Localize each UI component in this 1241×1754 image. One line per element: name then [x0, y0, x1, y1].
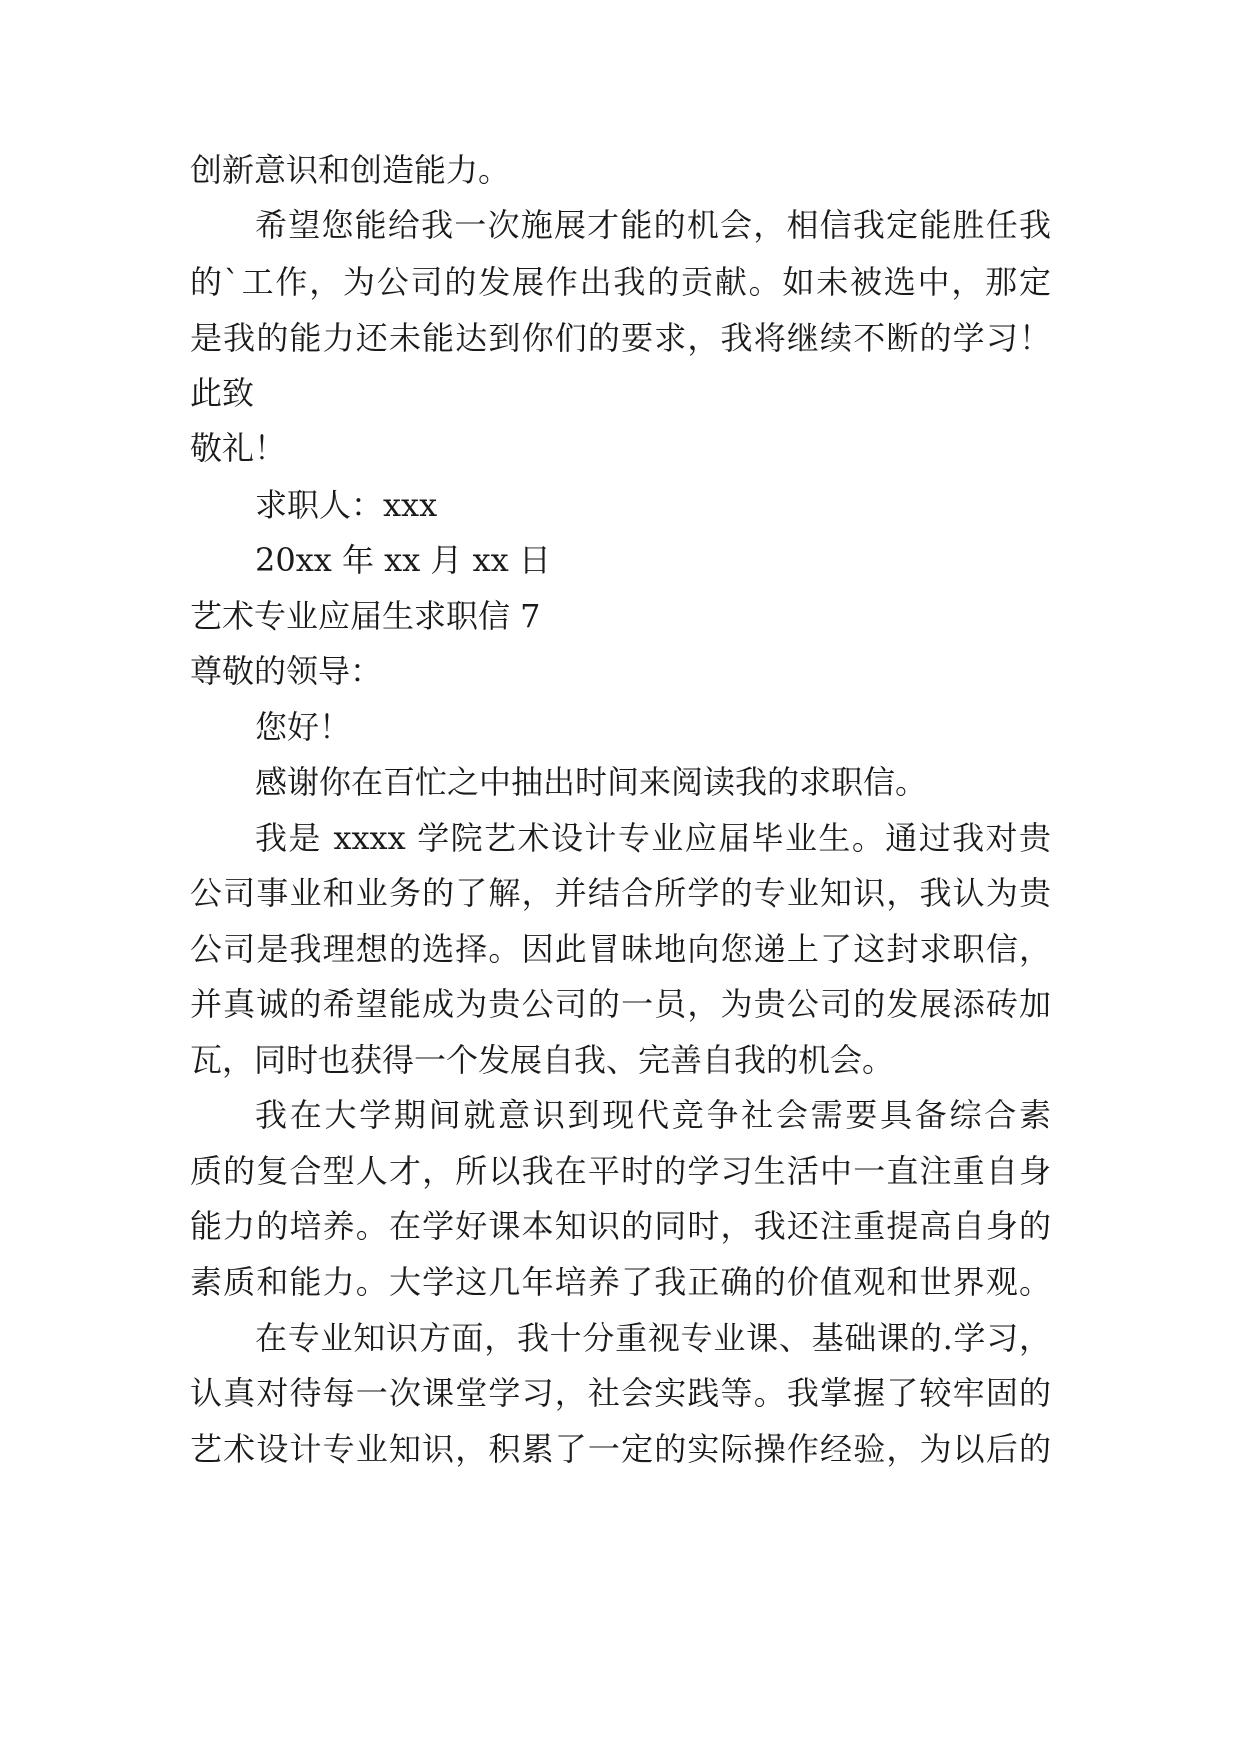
text-line: 我是 xxxx 学院艺术设计专业应届毕业生。通过我对贵: [255, 819, 1051, 857]
text-line: 是我的能力还未能达到你们的要求，我将继续不断的学习！: [190, 319, 1051, 357]
text-line: 素质和能力。大学这几年培养了我正确的价值观和世界观。: [190, 1263, 1051, 1301]
text-line: 质的复合型人才，所以我在平时的学习生活中一直注重自身: [190, 1152, 1051, 1190]
section-title: 艺术专业应届生求职信 7: [190, 597, 541, 635]
text-line: 我在大学期间就意识到现代竞争社会需要具备综合素: [255, 1096, 1051, 1134]
text-line: 公司是我理想的选择。因此冒昧地向您递上了这封求职信，: [190, 930, 1051, 968]
text-line: 创新意识和创造能力。: [190, 151, 511, 189]
text-line: 敬礼！: [190, 429, 287, 467]
text-line: 瓦，同时也获得一个发展自我、完善自我的机会。: [190, 1041, 895, 1079]
text-line: 并真诚的希望能成为贵公司的一员，为贵公司的发展添砖加: [190, 985, 1051, 1023]
text-line: 感谢你在百忙之中抽出时间来阅读我的求职信。: [255, 763, 928, 801]
text-line: 在专业知识方面，我十分重视专业课、基础课的.学习，: [255, 1319, 1051, 1357]
date-line: 20xx 年 xx 月 xx 日: [255, 541, 551, 579]
text-line: 希望您能给我一次施展才能的机会，相信我定能胜任我: [255, 206, 1051, 244]
text-line: 的`工作，为公司的发展作出我的贡献。如未被选中，那定: [190, 263, 1051, 301]
salutation: 尊敬的领导：: [190, 652, 383, 690]
greeting: 您好！: [255, 708, 352, 746]
text-line: 认真对待每一次课堂学习，社会实践等。我掌握了较牢固的: [190, 1374, 1051, 1412]
text-line: 艺术设计专业知识，积累了一定的实际操作经验，为以后的: [190, 1430, 1051, 1468]
text-line: 能力的培养。在学好课本知识的同时，我还注重提高自身的: [190, 1207, 1051, 1245]
signature-line: 求职人：xxx: [255, 486, 438, 524]
text-line: 公司事业和业务的了解，并结合所学的专业知识，我认为贵: [190, 874, 1051, 912]
text-line: 此致: [190, 374, 255, 412]
